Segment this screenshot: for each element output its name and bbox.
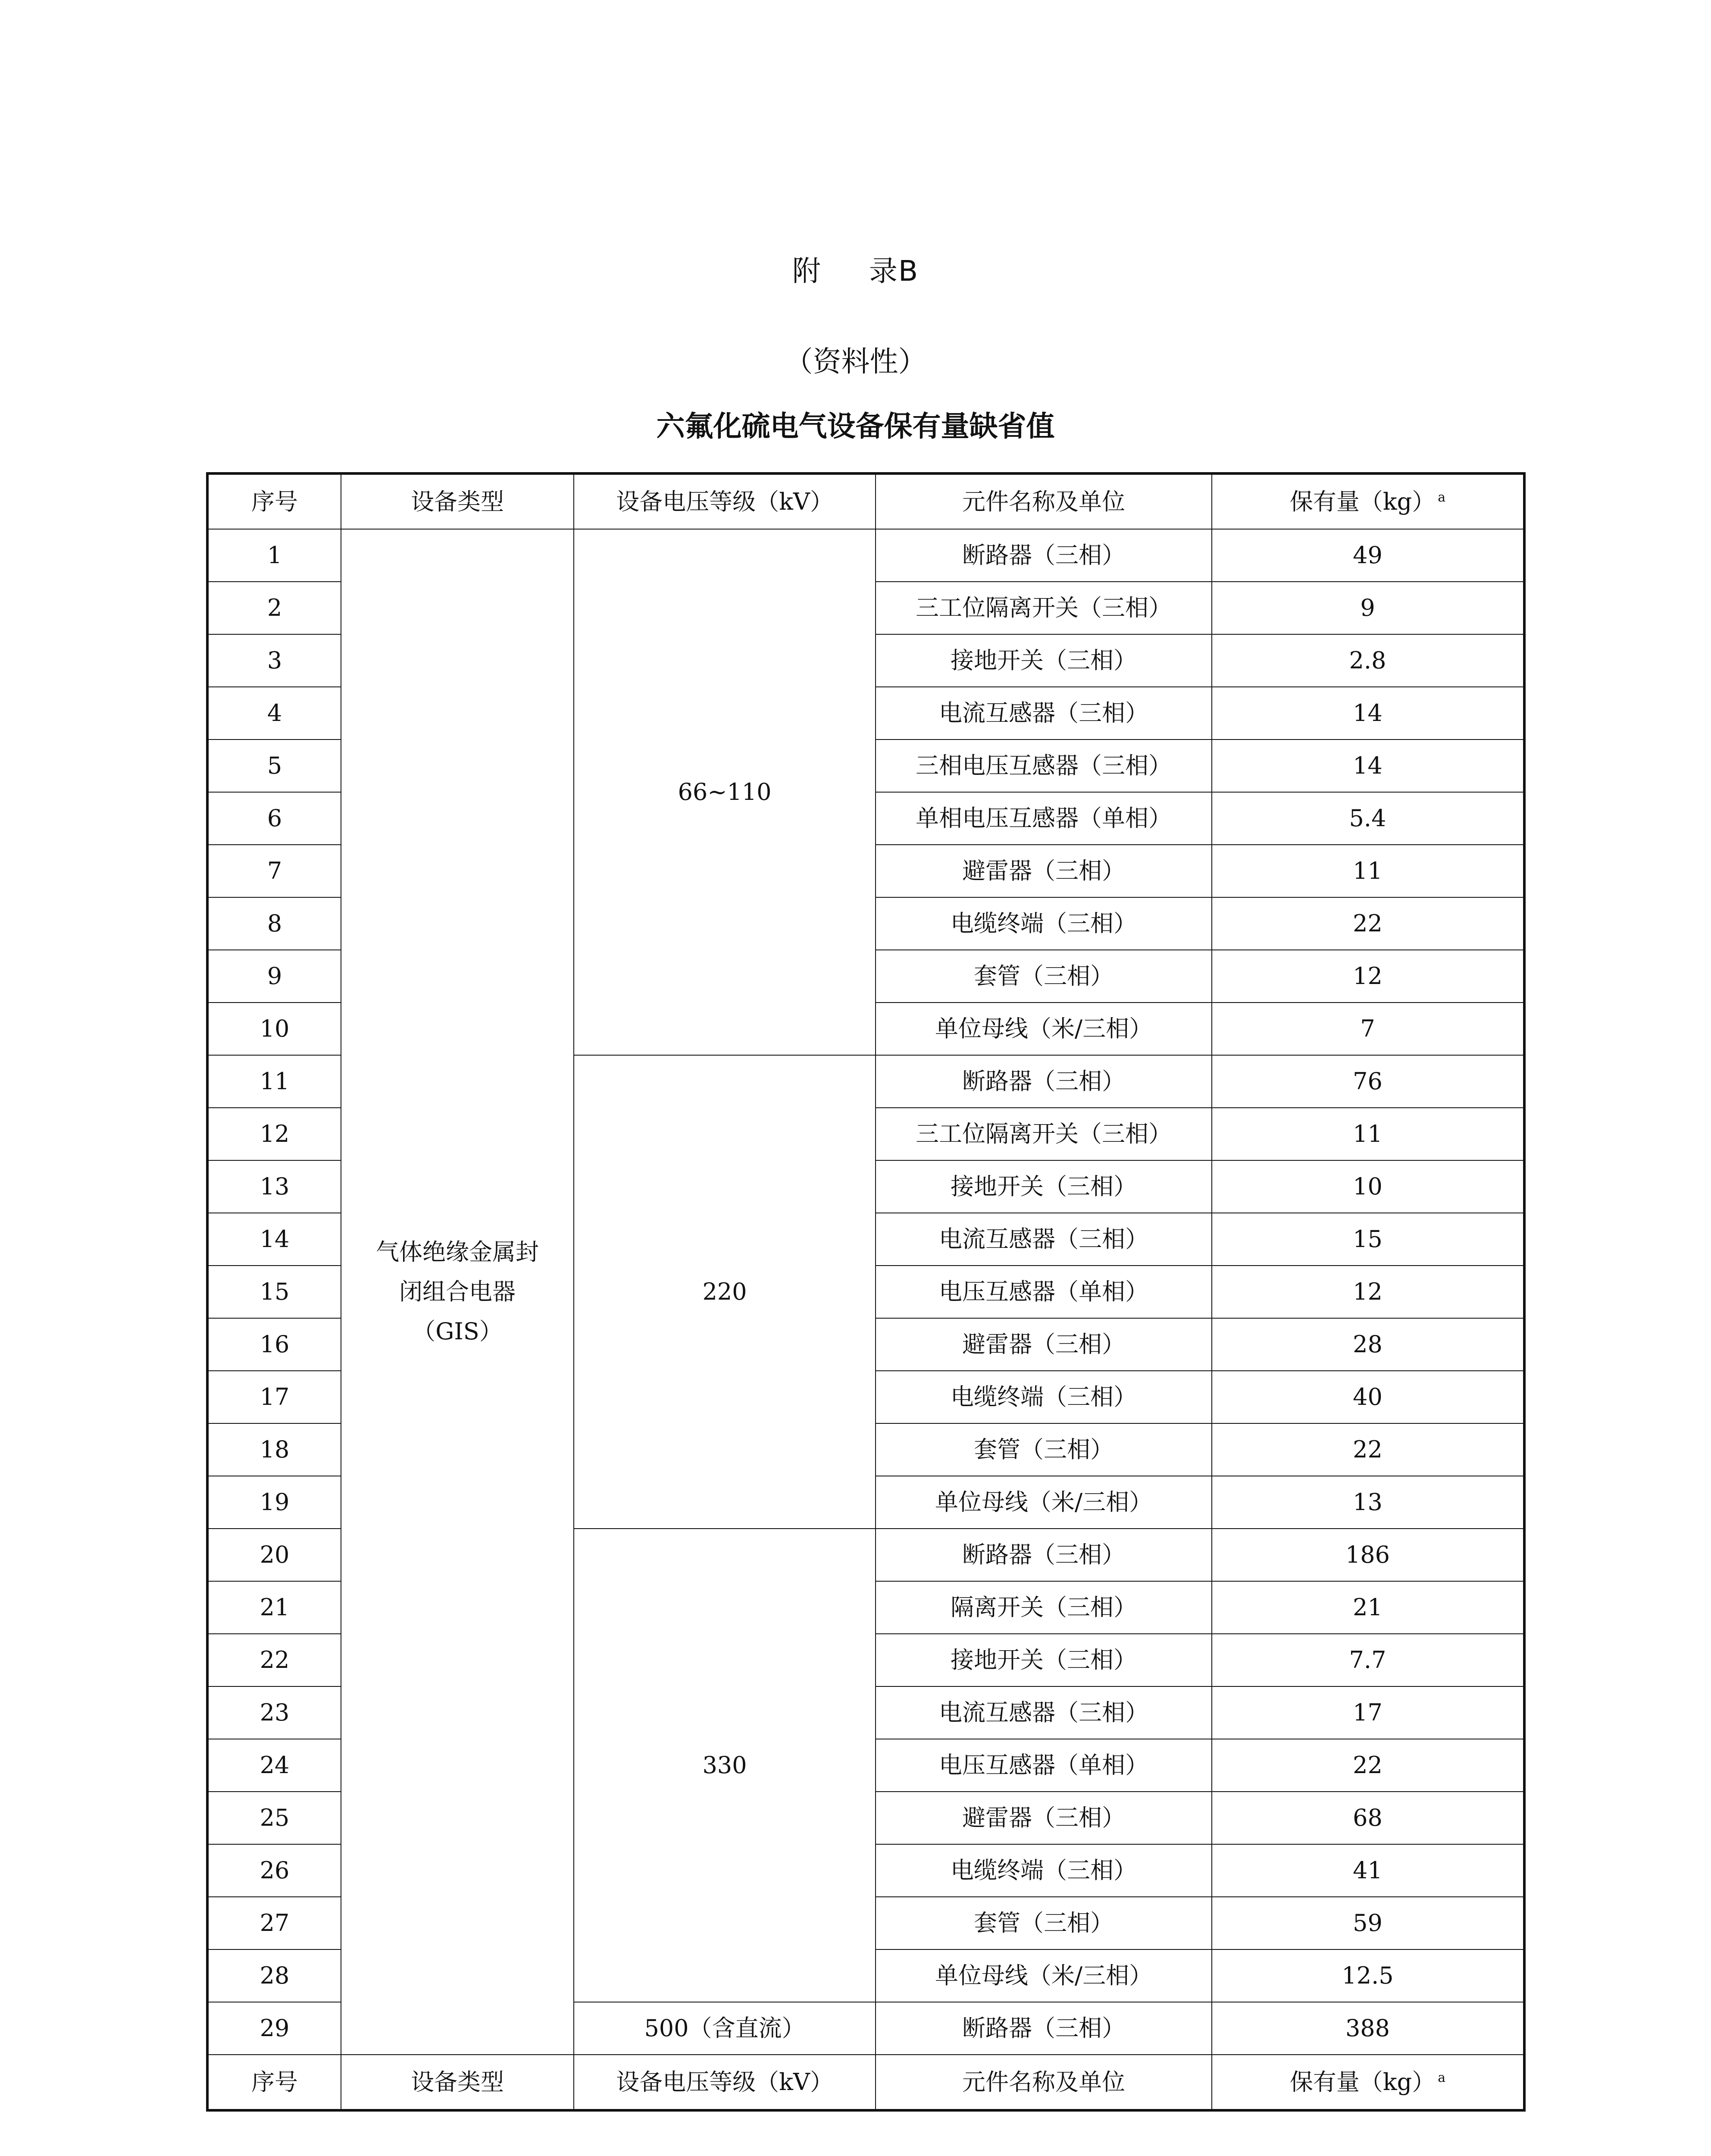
table-footer-header bbox=[207, 2055, 1524, 2110]
row-seq: 2 bbox=[207, 582, 341, 634]
row-seq: 25 bbox=[207, 1792, 341, 1844]
row-amount: 22 bbox=[1212, 1423, 1524, 1476]
equipment-type-text bbox=[376, 1232, 539, 1351]
table-header-amount-footnote-mark: a bbox=[1438, 489, 1446, 505]
table-header-component: 元件名称及单位 bbox=[876, 473, 1212, 529]
row-seq: 17 bbox=[207, 1371, 341, 1423]
row-seq: 6 bbox=[207, 792, 341, 845]
row-seq: 8 bbox=[207, 897, 341, 950]
row-component: 三工位隔离开关（三相） bbox=[876, 1108, 1212, 1160]
row-amount: 7 bbox=[1212, 1003, 1524, 1055]
row-amount: 14 bbox=[1212, 687, 1524, 740]
voltage-group-cell: 330 bbox=[574, 1529, 876, 2002]
row-component: 避雷器（三相） bbox=[876, 845, 1212, 897]
row-component: 隔离开关（三相） bbox=[876, 1581, 1212, 1634]
row-amount: 22 bbox=[1212, 1739, 1524, 1792]
row-component: 避雷器（三相） bbox=[876, 1792, 1212, 1844]
row-seq: 14 bbox=[207, 1213, 341, 1266]
row-amount: 13 bbox=[1212, 1476, 1524, 1529]
table-row bbox=[207, 529, 1524, 582]
row-component: 断路器（三相） bbox=[876, 1529, 1212, 1581]
row-component: 电流互感器（三相） bbox=[876, 1213, 1212, 1266]
row-component: 电缆终端（三相） bbox=[876, 897, 1212, 950]
table-header bbox=[207, 473, 1524, 529]
row-seq: 28 bbox=[207, 1949, 341, 2002]
row-seq: 9 bbox=[207, 950, 341, 1003]
table-header-amount-label: 保有量（kg） bbox=[1289, 488, 1436, 515]
voltage-group-cell: 66~110 bbox=[574, 529, 876, 1055]
voltage-group-cell: 500（含直流） bbox=[574, 2002, 876, 2055]
row-seq: 23 bbox=[207, 1686, 341, 1739]
table-header-type: 设备类型 bbox=[341, 473, 574, 529]
row-seq: 1 bbox=[207, 529, 341, 582]
row-seq: 18 bbox=[207, 1423, 341, 1476]
row-seq: 15 bbox=[207, 1266, 341, 1318]
row-amount: 11 bbox=[1212, 1108, 1524, 1160]
table-footer-header-component: 元件名称及单位 bbox=[876, 2055, 1212, 2110]
row-seq: 27 bbox=[207, 1897, 341, 1949]
equipment-type-line: 闭组合电器 bbox=[399, 1278, 516, 1306]
voltage-group-cell: 220 bbox=[574, 1055, 876, 1529]
row-amount: 2.8 bbox=[1212, 634, 1524, 687]
row-component: 电缆终端（三相） bbox=[876, 1844, 1212, 1897]
row-component: 套管（三相） bbox=[876, 1897, 1212, 1949]
row-component: 三工位隔离开关（三相） bbox=[876, 582, 1212, 634]
equipment-type-line: （GIS） bbox=[412, 1317, 503, 1345]
row-component: 三相电压互感器（三相） bbox=[876, 740, 1212, 792]
appendix-title bbox=[0, 248, 1711, 289]
row-seq: 24 bbox=[207, 1739, 341, 1792]
row-component: 电压互感器（单相） bbox=[876, 1739, 1212, 1792]
table-footer-header-seq: 序号 bbox=[207, 2055, 341, 2110]
row-seq: 11 bbox=[207, 1055, 341, 1108]
table-header-voltage: 设备电压等级（kV） bbox=[574, 473, 876, 529]
row-amount: 21 bbox=[1212, 1581, 1524, 1634]
row-amount: 17 bbox=[1212, 1686, 1524, 1739]
row-seq: 10 bbox=[207, 1003, 341, 1055]
row-amount: 76 bbox=[1212, 1055, 1524, 1108]
row-amount: 40 bbox=[1212, 1371, 1524, 1423]
row-amount: 28 bbox=[1212, 1318, 1524, 1371]
row-amount: 388 bbox=[1212, 2002, 1524, 2055]
row-amount: 22 bbox=[1212, 897, 1524, 950]
row-component: 断路器（三相） bbox=[876, 2002, 1212, 2055]
row-component: 单相电压互感器（单相） bbox=[876, 792, 1212, 845]
row-amount: 12.5 bbox=[1212, 1949, 1524, 2002]
row-component: 电压互感器（单相） bbox=[876, 1266, 1212, 1318]
row-amount: 12 bbox=[1212, 1266, 1524, 1318]
sf6-equipment-table bbox=[206, 472, 1526, 2112]
row-seq: 21 bbox=[207, 1581, 341, 1634]
row-seq: 20 bbox=[207, 1529, 341, 1581]
row-component: 断路器（三相） bbox=[876, 1055, 1212, 1108]
row-seq: 26 bbox=[207, 1844, 341, 1897]
table-header-seq: 序号 bbox=[207, 473, 341, 529]
table-footer-header-type: 设备类型 bbox=[341, 2055, 574, 2110]
row-component: 电流互感器（三相） bbox=[876, 687, 1212, 740]
row-component: 单位母线（米/三相） bbox=[876, 1003, 1212, 1055]
appendix-title-word1: 附 bbox=[792, 254, 822, 288]
row-seq: 19 bbox=[207, 1476, 341, 1529]
row-component: 避雷器（三相） bbox=[876, 1318, 1212, 1371]
appendix-kind: （资料性） bbox=[784, 345, 927, 378]
row-amount: 59 bbox=[1212, 1897, 1524, 1949]
table-footer-header-amount bbox=[1212, 2055, 1524, 2110]
row-seq: 16 bbox=[207, 1318, 341, 1371]
row-seq: 3 bbox=[207, 634, 341, 687]
appendix-title-word2: 录B bbox=[869, 254, 919, 288]
row-component: 单位母线（米/三相） bbox=[876, 1476, 1212, 1529]
table-footer-header-amount-footnote-mark: a bbox=[1438, 2070, 1446, 2085]
table-title: 六氟化硫电气设备保有量缺省值 bbox=[656, 410, 1055, 443]
row-amount: 11 bbox=[1212, 845, 1524, 897]
row-component: 接地开关（三相） bbox=[876, 1634, 1212, 1686]
row-component: 接地开关（三相） bbox=[876, 1160, 1212, 1213]
row-seq: 22 bbox=[207, 1634, 341, 1686]
row-amount: 68 bbox=[1212, 1792, 1524, 1844]
row-component: 接地开关（三相） bbox=[876, 634, 1212, 687]
row-seq: 7 bbox=[207, 845, 341, 897]
row-seq: 4 bbox=[207, 687, 341, 740]
row-seq: 13 bbox=[207, 1160, 341, 1213]
row-component: 电缆终端（三相） bbox=[876, 1371, 1212, 1423]
row-amount: 41 bbox=[1212, 1844, 1524, 1897]
row-component: 套管（三相） bbox=[876, 1423, 1212, 1476]
table-footer-header-amount-label: 保有量（kg） bbox=[1289, 2068, 1436, 2096]
row-amount: 7.7 bbox=[1212, 1634, 1524, 1686]
row-amount: 14 bbox=[1212, 740, 1524, 792]
row-amount: 12 bbox=[1212, 950, 1524, 1003]
row-amount: 5.4 bbox=[1212, 792, 1524, 845]
row-amount: 15 bbox=[1212, 1213, 1524, 1266]
row-seq: 29 bbox=[207, 2002, 341, 2055]
row-amount: 10 bbox=[1212, 1160, 1524, 1213]
row-amount: 186 bbox=[1212, 1529, 1524, 1581]
row-component: 电流互感器（三相） bbox=[876, 1686, 1212, 1739]
row-component: 断路器（三相） bbox=[876, 529, 1212, 582]
equipment-type-cell bbox=[341, 529, 574, 2055]
row-amount: 9 bbox=[1212, 582, 1524, 634]
row-component: 单位母线（米/三相） bbox=[876, 1949, 1212, 2002]
row-amount: 49 bbox=[1212, 529, 1524, 582]
row-seq: 5 bbox=[207, 740, 341, 792]
table-footer-header-voltage: 设备电压等级（kV） bbox=[574, 2055, 876, 2110]
row-component: 套管（三相） bbox=[876, 950, 1212, 1003]
row-seq: 12 bbox=[207, 1108, 341, 1160]
table-header-amount bbox=[1212, 473, 1524, 529]
equipment-type-line: 气体绝缘金属封 bbox=[376, 1238, 539, 1266]
